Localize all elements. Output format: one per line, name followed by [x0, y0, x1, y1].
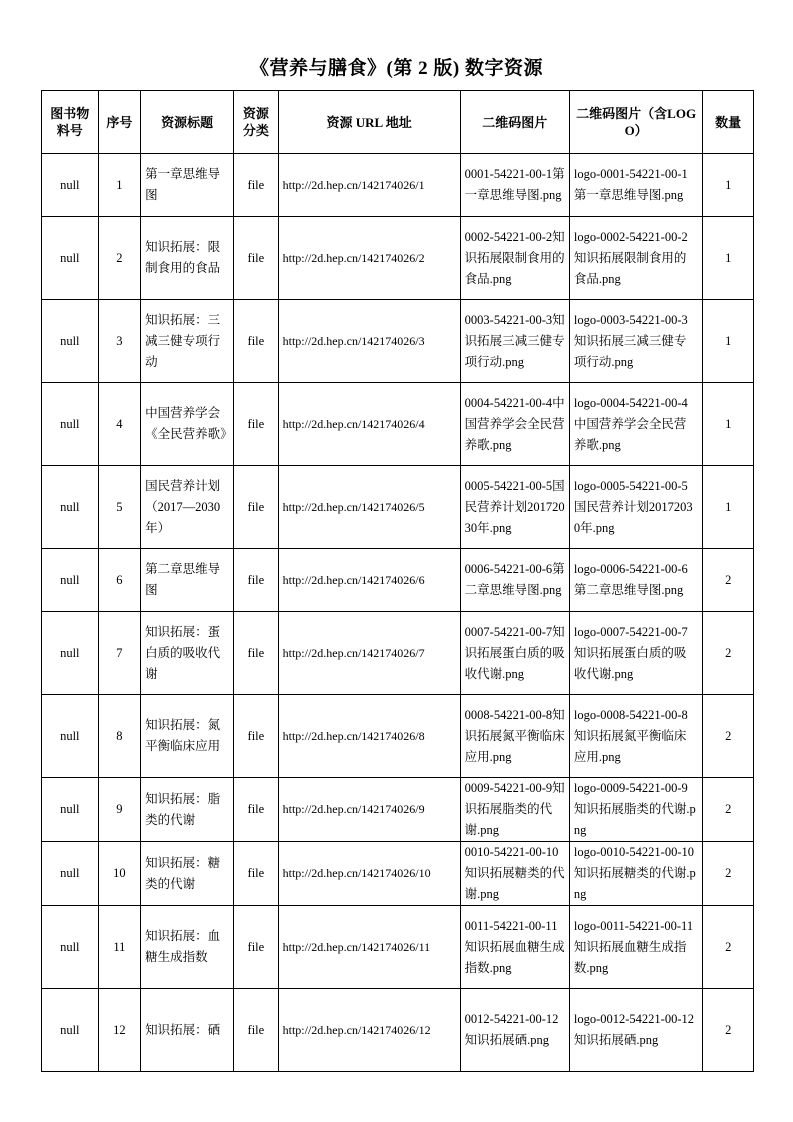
table-row	[42, 695, 754, 778]
cell-seq: 8	[98, 695, 140, 778]
table-header-row	[42, 91, 754, 154]
cell-qr-logo: logo-0004-54221-00-4中国营养学会全民营养歌.png	[569, 383, 703, 466]
cell-qr-logo: logo-0002-54221-00-2知识拓展限制食用的食品.png	[569, 217, 703, 300]
cell-qty: 2	[703, 906, 754, 989]
cell-category: file	[234, 842, 279, 906]
cell-seq: 3	[98, 300, 140, 383]
cell-url[interactable]: http://2d.hep.cn/142174026/11	[278, 906, 460, 989]
cell-seq: 5	[98, 466, 140, 549]
cell-title: 知识拓展：三减三健专项行动	[141, 300, 234, 383]
cell-qty: 1	[703, 466, 754, 549]
table-row	[42, 612, 754, 695]
cell-title: 第二章思维导图	[141, 549, 234, 612]
cell-qr: 0001-54221-00-1第一章思维导图.png	[460, 154, 569, 217]
table-row	[42, 466, 754, 549]
cell-qr-logo: logo-0011-54221-00-11知识拓展血糖生成指数.png	[569, 906, 703, 989]
cell-material: null	[42, 778, 99, 842]
cell-qr: 0003-54221-00-3知识拓展三减三健专项行动.png	[460, 300, 569, 383]
cell-material: null	[42, 383, 99, 466]
table-row	[42, 383, 754, 466]
col-header-qr-logo: 二维码图片（含LOGO）	[569, 91, 703, 154]
cell-qty: 2	[703, 842, 754, 906]
col-header-title: 资源标题	[141, 91, 234, 154]
cell-url[interactable]: http://2d.hep.cn/142174026/9	[278, 778, 460, 842]
resource-table	[41, 90, 754, 1072]
cell-url[interactable]: http://2d.hep.cn/142174026/4	[278, 383, 460, 466]
cell-title: 知识拓展：限制食用的食品	[141, 217, 234, 300]
cell-qty: 1	[703, 300, 754, 383]
cell-qr: 0010-54221-00-10知识拓展糖类的代谢.png	[460, 842, 569, 906]
cell-qr: 0008-54221-00-8知识拓展氮平衡临床应用.png	[460, 695, 569, 778]
cell-material: null	[42, 842, 99, 906]
table-row	[42, 549, 754, 612]
cell-qty: 1	[703, 383, 754, 466]
cell-seq: 7	[98, 612, 140, 695]
cell-url[interactable]: http://2d.hep.cn/142174026/7	[278, 612, 460, 695]
col-header-seq: 序号	[98, 91, 140, 154]
table-row	[42, 989, 754, 1072]
cell-qr-logo: logo-0009-54221-00-9知识拓展脂类的代谢.png	[569, 778, 703, 842]
cell-category: file	[234, 300, 279, 383]
cell-qr-logo: logo-0008-54221-00-8知识拓展氮平衡临床应用.png	[569, 695, 703, 778]
table-row	[42, 906, 754, 989]
cell-qty: 2	[703, 549, 754, 612]
cell-seq: 6	[98, 549, 140, 612]
cell-category: file	[234, 778, 279, 842]
cell-qty: 1	[703, 154, 754, 217]
cell-category: file	[234, 154, 279, 217]
cell-qr-logo: logo-0007-54221-00-7知识拓展蛋白质的吸收代谢.png	[569, 612, 703, 695]
cell-qty: 2	[703, 989, 754, 1072]
cell-qr: 0004-54221-00-4中国营养学会全民营养歌.png	[460, 383, 569, 466]
cell-url[interactable]: http://2d.hep.cn/142174026/5	[278, 466, 460, 549]
cell-title: 国民营养计划（2017—2030年）	[141, 466, 234, 549]
col-header-category: 资源分类	[234, 91, 279, 154]
cell-qr: 0012-54221-00-12知识拓展硒.png	[460, 989, 569, 1072]
cell-url[interactable]: http://2d.hep.cn/142174026/2	[278, 217, 460, 300]
cell-material: null	[42, 300, 99, 383]
cell-qr-logo: logo-0003-54221-00-3知识拓展三减三健专项行动.png	[569, 300, 703, 383]
col-header-qty: 数量	[703, 91, 754, 154]
cell-category: file	[234, 549, 279, 612]
cell-seq: 4	[98, 383, 140, 466]
cell-qty: 2	[703, 695, 754, 778]
cell-qr-logo: logo-0012-54221-00-12知识拓展硒.png	[569, 989, 703, 1072]
cell-title: 知识拓展：硒	[141, 989, 234, 1072]
cell-url[interactable]: http://2d.hep.cn/142174026/1	[278, 154, 460, 217]
table-row	[42, 300, 754, 383]
table-row	[42, 842, 754, 906]
cell-qr-logo: logo-0010-54221-00-10知识拓展糖类的代谢.png	[569, 842, 703, 906]
cell-url[interactable]: http://2d.hep.cn/142174026/6	[278, 549, 460, 612]
table-row	[42, 778, 754, 842]
cell-category: file	[234, 906, 279, 989]
table-body	[42, 154, 754, 1072]
cell-material: null	[42, 695, 99, 778]
cell-qty: 1	[703, 217, 754, 300]
cell-qty: 2	[703, 778, 754, 842]
table-row	[42, 154, 754, 217]
cell-category: file	[234, 217, 279, 300]
cell-title: 中国营养学会《全民营养歌》	[141, 383, 234, 466]
cell-qr-logo: logo-0001-54221-00-1第一章思维导图.png	[569, 154, 703, 217]
cell-material: null	[42, 154, 99, 217]
cell-qty: 2	[703, 612, 754, 695]
cell-qr: 0007-54221-00-7知识拓展蛋白质的吸收代谢.png	[460, 612, 569, 695]
cell-url[interactable]: http://2d.hep.cn/142174026/12	[278, 989, 460, 1072]
cell-seq: 12	[98, 989, 140, 1072]
cell-qr: 0009-54221-00-9知识拓展脂类的代谢.png	[460, 778, 569, 842]
cell-category: file	[234, 695, 279, 778]
cell-category: file	[234, 612, 279, 695]
cell-category: file	[234, 989, 279, 1072]
cell-title: 知识拓展：糖类的代谢	[141, 842, 234, 906]
cell-qr-logo: logo-0006-54221-00-6第二章思维导图.png	[569, 549, 703, 612]
cell-title: 第一章思维导图	[141, 154, 234, 217]
cell-category: file	[234, 466, 279, 549]
cell-material: null	[42, 549, 99, 612]
col-header-qr: 二维码图片	[460, 91, 569, 154]
cell-seq: 1	[98, 154, 140, 217]
cell-material: null	[42, 989, 99, 1072]
cell-url[interactable]: http://2d.hep.cn/142174026/8	[278, 695, 460, 778]
cell-seq: 10	[98, 842, 140, 906]
cell-url[interactable]: http://2d.hep.cn/142174026/3	[278, 300, 460, 383]
cell-title: 知识拓展：血糖生成指数	[141, 906, 234, 989]
cell-material: null	[42, 466, 99, 549]
cell-seq: 2	[98, 217, 140, 300]
cell-material: null	[42, 217, 99, 300]
cell-material: null	[42, 612, 99, 695]
cell-qr: 0002-54221-00-2知识拓展限制食用的食品.png	[460, 217, 569, 300]
page-title: 《营养与膳食》(第 2 版) 数字资源	[250, 58, 543, 79]
cell-title: 知识拓展：蛋白质的吸收代谢	[141, 612, 234, 695]
cell-seq: 9	[98, 778, 140, 842]
table-row	[42, 217, 754, 300]
cell-url[interactable]: http://2d.hep.cn/142174026/10	[278, 842, 460, 906]
cell-qr: 0011-54221-00-11知识拓展血糖生成指数.png	[460, 906, 569, 989]
cell-title: 知识拓展：氮平衡临床应用	[141, 695, 234, 778]
cell-qr: 0006-54221-00-6第二章思维导图.png	[460, 549, 569, 612]
cell-material: null	[42, 906, 99, 989]
col-header-url: 资源 URL 地址	[278, 91, 460, 154]
col-header-material: 图书物料号	[42, 91, 99, 154]
cell-category: file	[234, 383, 279, 466]
cell-qr-logo: logo-0005-54221-00-5国民营养计划20172030年.png	[569, 466, 703, 549]
cell-title: 知识拓展：脂类的代谢	[141, 778, 234, 842]
cell-seq: 11	[98, 906, 140, 989]
cell-qr: 0005-54221-00-5国民营养计划20172030年.png	[460, 466, 569, 549]
